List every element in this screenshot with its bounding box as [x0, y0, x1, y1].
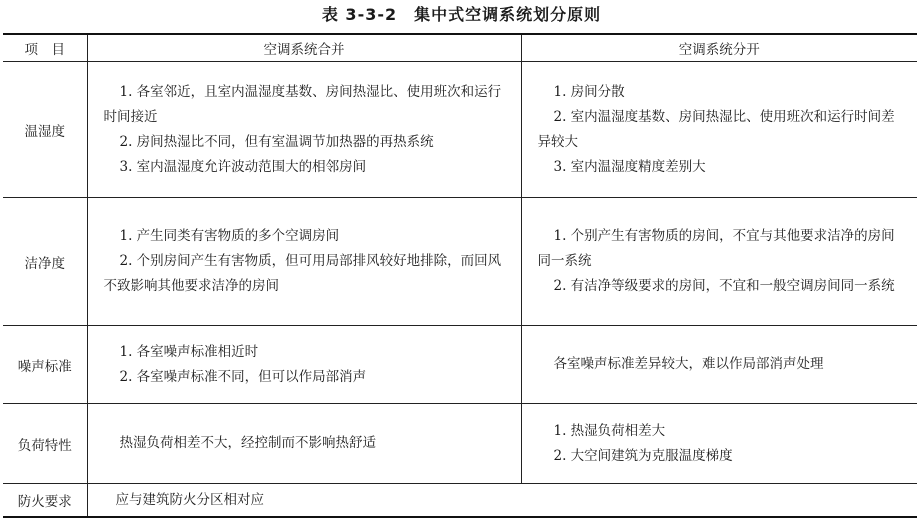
split-point: 1. 个别产生有害物质的房间，不宜与其他要求洁净的房间同一系统	[537, 228, 895, 269]
table-title: 表 3-3-2 集中式空调系统划分原则	[321, 5, 602, 24]
merge-point: 热湿负荷相差不大，经控制而不影响热舒适	[119, 435, 376, 451]
row-label-noise-standard: 噪声标准	[3, 326, 87, 404]
merge-point: 2. 各室噪声标准不同，但可以作局部消声	[119, 368, 367, 385]
merge-point: 1. 产生同类有害物质的多个空调房间	[119, 228, 340, 244]
split-point: 2. 大空间建筑为克服温度梯度	[553, 447, 733, 464]
table-row	[3, 404, 917, 484]
row-label-cleanliness: 洁净度	[3, 198, 87, 326]
split-cell	[521, 62, 917, 198]
fire-protection-requirement: 应与建筑防火分区相对应	[115, 492, 264, 508]
table-row	[3, 62, 917, 198]
merge-cell	[87, 198, 521, 326]
row-label-temperature-humidity: 温湿度	[3, 62, 87, 198]
table-row	[3, 326, 917, 404]
split-point: 3. 室内温湿度精度差别大	[553, 158, 706, 175]
split-point: 各室噪声标准差异较大，难以作局部消声处理	[553, 356, 824, 372]
column-header-item: 项 目	[3, 34, 87, 62]
split-point: 2. 室内温湿度基数、房间热湿比、使用班次和运行时间差异较大	[537, 108, 895, 150]
merge-cell	[87, 404, 521, 484]
split-cell	[521, 198, 917, 326]
merge-point: 3. 室内温湿度允许波动范围大的相邻房间	[119, 158, 367, 175]
split-cell	[521, 404, 917, 484]
merge-point: 1. 各室邻近，且室内温湿度基数、房间热湿比、使用班次和运行时间接近	[103, 83, 502, 125]
split-point: 2. 有洁净等级要求的房间，不宜和一般空调房间同一系统	[553, 278, 895, 294]
table-row	[3, 484, 917, 518]
merge-point: 2. 个别房间产生有害物质，但可用局部排风较好地排除，而回风不致影响其他要求洁净的房间	[103, 253, 502, 294]
table-row	[3, 198, 917, 326]
column-header-split: 空调系统分开	[521, 34, 917, 62]
row-label-fire-protection: 防火要求	[3, 484, 87, 518]
merge-cell	[87, 62, 521, 198]
split-point: 1. 热湿负荷相差大	[553, 422, 666, 439]
merge-point: 2. 房间热湿比不同，但有室温调节加热器的再热系统	[119, 133, 434, 150]
table-header-row	[3, 34, 917, 62]
row-label-load-characteristics: 负荷特性	[3, 404, 87, 484]
column-header-merge: 空调系统合并	[87, 34, 521, 62]
split-cell	[521, 326, 917, 404]
zoning-principles-table	[3, 33, 917, 518]
split-point: 1. 房间分散	[553, 83, 625, 100]
merge-cell	[87, 326, 521, 404]
merged-requirement-cell	[87, 484, 917, 518]
merge-point: 1. 各室噪声标准相近时	[119, 343, 259, 360]
